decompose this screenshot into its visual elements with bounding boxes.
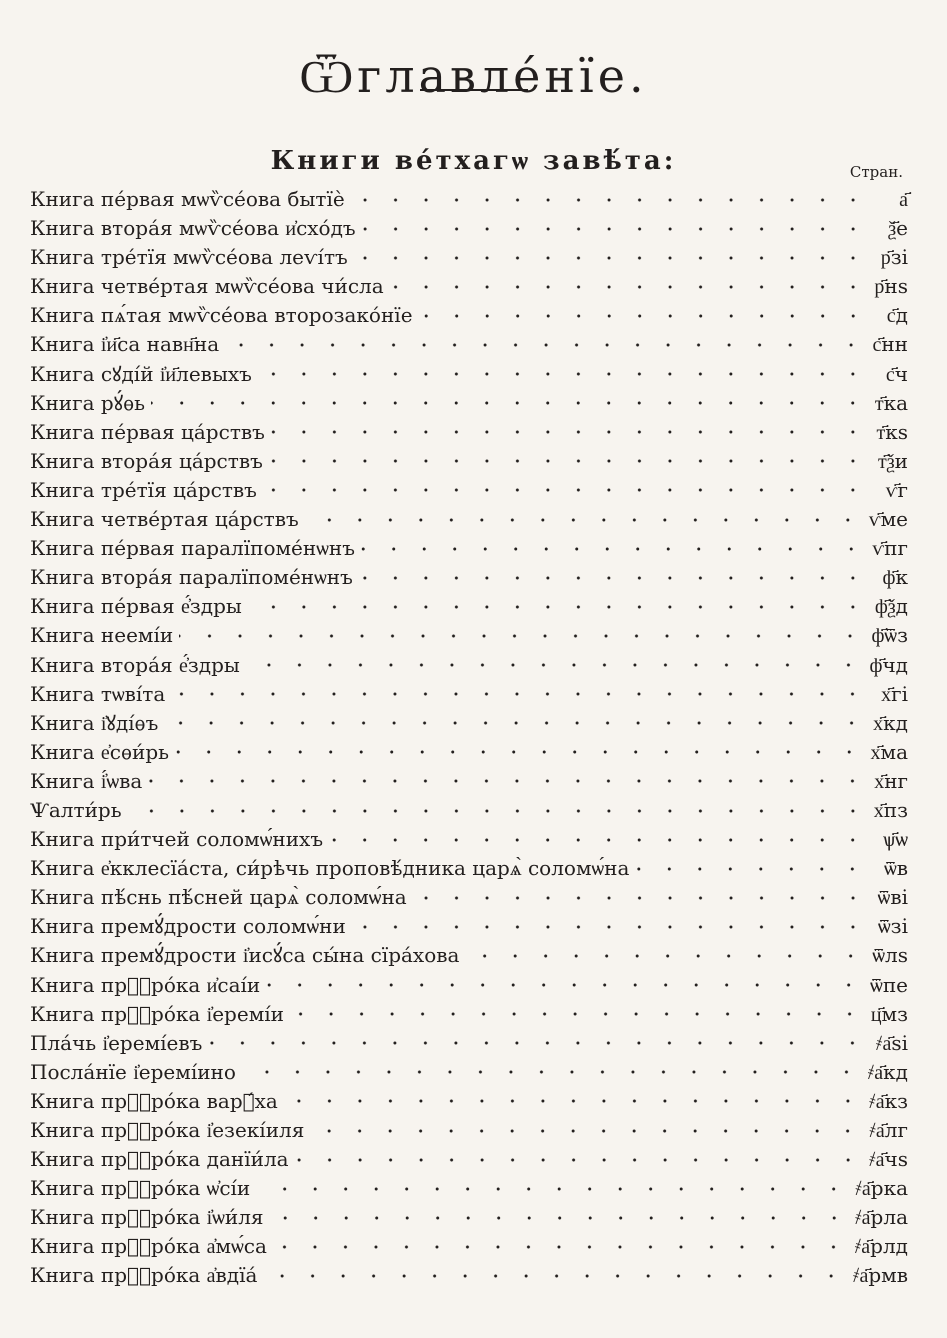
toc-entry[interactable] — [30, 709, 908, 738]
entry-page-number: х҃ма — [870, 739, 908, 764]
entry-page-number: ѿв — [884, 856, 908, 881]
entry-page-number: т҃кѕ — [876, 419, 908, 444]
entry-title: Книга пе́рвая е҆́здры — [30, 594, 242, 619]
entry-title: Книга прⷪ҇ро́ка і҆езекі́иля — [30, 1118, 305, 1142]
entry-page-number: ѯ҃е — [888, 216, 908, 241]
title-divider — [420, 89, 528, 91]
entry-page-number: ѵ҃ме — [868, 507, 908, 532]
entry-page-number: х҃нг — [874, 768, 908, 793]
dot-leader — [351, 197, 868, 203]
entry-title: Книга втора́я мѡѷсе́ова и҆схо́дъ — [30, 216, 356, 241]
entry-title: Книга премꙋ́дрости і҆исꙋ́са сы́на сїра́хова — [30, 943, 460, 968]
toc-entry[interactable] — [30, 854, 908, 883]
toc-entry[interactable] — [30, 272, 908, 301]
dot-leader — [246, 662, 864, 668]
entry-page-number: х҃кд — [873, 710, 908, 735]
dot-leader — [390, 284, 868, 290]
toc-entry[interactable] — [30, 680, 908, 709]
toc-entry[interactable] — [30, 505, 908, 534]
entry-page-number: с҃ч — [885, 361, 908, 386]
entry-page-number: ѵ҃пг — [872, 536, 908, 561]
entry-title: Книга е҆кклесїа́ста, си́рѣчь проповѣ́дника царѧ̀ соломѡ́на — [30, 856, 630, 881]
dot-leader — [290, 1011, 865, 1017]
toc-entry[interactable] — [30, 1261, 908, 1290]
entry-title: Книга втора́я ца́рствъ — [30, 448, 263, 473]
entry-page-number: ц҃мз — [870, 1001, 908, 1026]
entry-page-number: ѿлѕ — [872, 943, 908, 968]
entry-title: Книга пѣ́снь пѣ́сней царѧ̀ соломѡ́на — [30, 885, 407, 910]
entry-title: Книга премꙋ́дрости соломѡ́ни — [30, 914, 346, 939]
toc-entry[interactable] — [30, 651, 908, 680]
toc-entry[interactable] — [30, 418, 908, 447]
entry-page-number: ф҃чд — [869, 652, 908, 677]
toc-entry[interactable] — [30, 476, 908, 505]
toc-entry[interactable] — [30, 1058, 908, 1087]
dot-leader — [271, 429, 868, 435]
toc-entry[interactable] — [30, 738, 908, 767]
entry-page-number: ҂а҃кд — [867, 1059, 908, 1084]
entry-title: Книга втора́я паралїпоме́нѡнъ — [30, 565, 353, 590]
entry-page-number: с҃д — [886, 303, 908, 328]
toc-entry[interactable] — [30, 214, 908, 243]
dot-leader — [208, 1040, 868, 1046]
toc-entry[interactable] — [30, 1000, 908, 1029]
dot-leader — [361, 546, 866, 552]
entry-title: Книга неемі́и — [30, 623, 174, 648]
dot-leader — [128, 808, 868, 814]
entry-title: Книга і҆и҃са навн҃на — [30, 332, 220, 357]
toc-entry[interactable] — [30, 185, 908, 214]
entry-page-number: х҃пз — [873, 797, 908, 822]
dot-leader — [270, 1215, 849, 1221]
dot-leader — [413, 895, 868, 901]
toc-entry[interactable] — [30, 1232, 908, 1261]
toc-entry[interactable] — [30, 1116, 908, 1145]
section-heading: Книги ве́тхагѡ завѣ́та: — [270, 145, 677, 176]
entry-page-number: а҃ — [899, 187, 908, 211]
entry-title: Книга втора́я е҆́здры — [30, 652, 240, 677]
entry-page-number: ѿзі — [878, 914, 908, 939]
entry-title: Книга прⷪ҇ро́ка и҆саі́и — [30, 972, 261, 997]
toc-entry[interactable] — [30, 621, 908, 650]
dot-leader — [225, 342, 866, 348]
dot-leader — [175, 749, 864, 755]
dot-leader — [151, 400, 868, 406]
page-column-heading: Стран. — [849, 163, 903, 181]
entry-title: Книга тре́тїя ца́рствъ — [30, 477, 257, 502]
dot-leader — [266, 982, 864, 988]
entry-title: Книга прⷪ҇ро́ка ѡ҆сі́и — [30, 1176, 251, 1201]
toc-entry[interactable] — [30, 534, 908, 563]
dot-leader — [164, 720, 867, 726]
entry-page-number: х҃гі — [881, 681, 908, 706]
toc-entry[interactable] — [30, 912, 908, 941]
entry-title: Книга четве́ртая ца́рствъ — [30, 507, 299, 532]
toc-entry[interactable] — [30, 360, 908, 389]
entry-title: Книга четве́ртая мѡѷсе́ова чи́сла — [30, 274, 384, 299]
dot-leader — [273, 1244, 849, 1250]
toc-entry[interactable] — [30, 592, 908, 621]
toc-entry[interactable] — [30, 1174, 908, 1203]
entry-title: Книга прⷪ҇ро́ка а҆мѡ́са — [30, 1234, 267, 1259]
entry-page-number: ф҃ѯд — [874, 594, 908, 619]
dot-leader — [305, 517, 863, 523]
entry-title: Книга і҆ꙋді́ѳъ — [30, 710, 159, 735]
entry-title: Ѱалти́рь — [30, 797, 122, 822]
toc-entry[interactable] — [30, 941, 908, 970]
entry-page-number: ѿві — [877, 885, 908, 910]
entry-title: Книга сꙋді́й і҆и҃левыхъ — [30, 361, 252, 386]
entry-title: Книга прⷪ҇ро́ка і҆еремі́и — [30, 1001, 284, 1026]
toc-entry[interactable] — [30, 1203, 908, 1232]
entry-page-number: ҂а҃чѕ — [868, 1147, 908, 1172]
entry-page-number: ф҃к — [882, 565, 908, 590]
dot-leader — [256, 1186, 849, 1192]
dot-leader — [310, 1128, 863, 1134]
toc-entry[interactable] — [30, 825, 908, 854]
dot-leader — [258, 371, 868, 377]
entry-page-number: ҂а҃рка — [855, 1176, 908, 1201]
entry-title: Книга пе́рвая мѡѷсе́ова бытїѐ — [30, 187, 345, 211]
entry-title: Книга тре́тїя мѡѷсе́ова леѵі́тъ — [30, 245, 348, 270]
entry-title: Книга пѧ́тая мѡѷсе́ова второзако́нїе — [30, 303, 413, 328]
toc-entry[interactable] — [30, 1087, 908, 1116]
entry-title: Книга пе́рвая ца́рствъ — [30, 419, 265, 444]
entry-page-number: р҃зі — [880, 245, 908, 270]
entry-title: Книга прⷪ҇ро́ка і҆ѡи́ля — [30, 1205, 264, 1230]
dot-leader — [263, 487, 868, 493]
dot-leader — [362, 226, 868, 232]
entry-title: Пла́чь і҆еремі́евъ — [30, 1030, 203, 1055]
entry-title: Книга прⷪ҇ро́ка а҆вдїа́ — [30, 1263, 258, 1288]
entry-page-number: с҃нн — [872, 332, 908, 357]
toc-entry[interactable] — [30, 563, 908, 592]
dot-leader — [248, 604, 868, 610]
dot-leader — [242, 1069, 862, 1075]
toc-entry[interactable] — [30, 447, 908, 476]
dot-leader — [359, 575, 868, 581]
toc-entry[interactable] — [30, 301, 908, 330]
toc-entry[interactable] — [30, 883, 908, 912]
dot-leader — [171, 691, 868, 697]
dot-leader — [284, 1098, 863, 1104]
entry-page-number: ҂а҃рлд — [854, 1234, 908, 1259]
dot-leader — [635, 866, 868, 872]
dot-leader — [352, 924, 868, 930]
entry-title: Книга пе́рвая паралїпоме́нѡнъ — [30, 536, 355, 561]
entry-page-number: ҂а҃лг — [869, 1118, 908, 1142]
toc-entry[interactable] — [30, 330, 908, 359]
entry-page-number: ҂а҃рла — [855, 1205, 908, 1230]
dot-leader — [354, 255, 868, 261]
entry-title: Книга е҆сѳи́рь — [30, 739, 170, 764]
entry-page-number: ѿпе — [870, 972, 908, 997]
dot-leader — [179, 633, 865, 639]
table-of-contents — [30, 185, 908, 1291]
entry-page-number: т҃ка — [874, 390, 908, 415]
dot-leader — [329, 837, 868, 843]
entry-title: Книга тѡві́та — [30, 681, 166, 706]
dot-leader — [465, 953, 866, 959]
entry-page-number: т҃ѯи — [878, 448, 908, 473]
toc-entry[interactable] — [30, 1029, 908, 1058]
entry-title: Книга рꙋ́ѳь — [30, 390, 146, 415]
entry-page-number: ҂а҃кз — [869, 1088, 908, 1113]
toc-entry[interactable] — [30, 971, 908, 1000]
entry-page-number: ѵ҃г — [885, 477, 908, 502]
toc-entry[interactable] — [30, 1145, 908, 1174]
dot-leader — [148, 778, 868, 784]
entry-page-number: ф҃ѿз — [871, 623, 908, 648]
entry-page-number: ҂а҃ѕі — [875, 1030, 908, 1055]
entry-title: Книга прⷪ҇ро́ка варꙋ́ха — [30, 1088, 278, 1113]
page-title: Ѿглавле́нїе. — [299, 48, 648, 103]
toc-entry[interactable] — [30, 243, 908, 272]
entry-title: Книга при́тчей соломѡ́нихъ — [30, 827, 324, 852]
dot-leader — [269, 458, 868, 464]
entry-title: Книга і҆́ѡва — [30, 768, 143, 793]
dot-leader — [419, 313, 868, 319]
entry-page-number: р҃нѕ — [874, 274, 908, 299]
dot-leader — [263, 1273, 846, 1279]
entry-title: Книга прⷪ҇ро́ка данїи́ла — [30, 1147, 289, 1172]
entry-title: Посла́нїе і҆еремі́ино — [30, 1059, 236, 1084]
toc-entry[interactable] — [30, 796, 908, 825]
entry-page-number: ҂а҃рмв — [852, 1263, 908, 1288]
toc-entry[interactable] — [30, 389, 908, 418]
entry-page-number: ѱ҃ѡ — [882, 827, 908, 852]
toc-entry[interactable] — [30, 767, 908, 796]
dot-leader — [295, 1157, 863, 1163]
